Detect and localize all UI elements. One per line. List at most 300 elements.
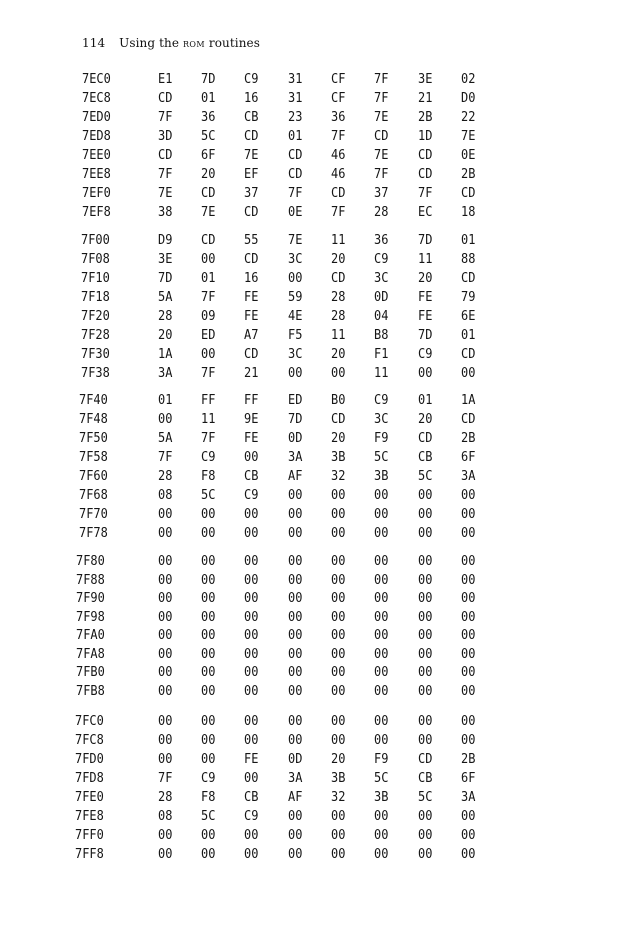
hex-byte: CD bbox=[244, 252, 259, 267]
hex-byte: 16 bbox=[244, 271, 259, 286]
hex-byte: 00 bbox=[461, 507, 476, 522]
hex-byte: 28 bbox=[158, 469, 173, 484]
hex-byte: 7F bbox=[288, 186, 303, 201]
hex-byte: 6F bbox=[461, 450, 476, 465]
hex-byte: 00 bbox=[461, 526, 476, 541]
hex-byte: 0D bbox=[374, 290, 389, 305]
hex-byte: 00 bbox=[201, 554, 216, 569]
hex-byte: 16 bbox=[244, 91, 259, 106]
hex-byte: 00 bbox=[201, 665, 216, 680]
hex-byte: 00 bbox=[418, 714, 433, 729]
hex-row bbox=[0, 308, 630, 326]
hex-byte: 2B bbox=[461, 431, 476, 446]
hex-row bbox=[0, 683, 630, 701]
hex-byte: 00 bbox=[331, 609, 346, 625]
hex-byte: 00 bbox=[244, 771, 259, 786]
hex-row bbox=[0, 808, 630, 826]
hex-byte: 36 bbox=[374, 233, 389, 248]
hex-byte: 5A bbox=[158, 431, 173, 446]
hex-byte: 46 bbox=[331, 167, 346, 182]
hex-byte: 00 bbox=[461, 609, 476, 625]
hex-byte: 00 bbox=[158, 828, 173, 843]
hex-byte: 7D bbox=[158, 271, 173, 286]
hex-byte: 00 bbox=[158, 683, 173, 699]
row-address: 7F80 bbox=[76, 554, 105, 569]
hex-byte: 28 bbox=[158, 309, 173, 324]
row-address: 7F90 bbox=[76, 591, 105, 606]
hex-byte: 00 bbox=[418, 507, 433, 522]
row-address: 7ED8 bbox=[82, 129, 111, 144]
hex-byte: 00 bbox=[331, 628, 346, 643]
hex-byte: 59 bbox=[288, 290, 303, 305]
hex-byte: C9 bbox=[374, 252, 389, 267]
hex-byte: 7D bbox=[418, 233, 433, 248]
hex-byte: 00 bbox=[331, 733, 346, 748]
row-address: 7F30 bbox=[81, 347, 110, 362]
hex-byte: CD bbox=[461, 186, 476, 201]
hex-byte: 00 bbox=[418, 488, 433, 503]
hex-byte: 7F bbox=[374, 72, 389, 87]
hex-byte: 01 bbox=[418, 393, 433, 408]
hex-byte: 00 bbox=[158, 847, 173, 862]
hex-byte: 00 bbox=[374, 507, 389, 522]
hex-byte: 7F bbox=[158, 450, 173, 465]
hex-byte: 00 bbox=[244, 554, 259, 569]
hex-byte: 5C bbox=[418, 469, 433, 484]
hex-byte: 08 bbox=[158, 809, 173, 824]
header-title-start: Using the bbox=[119, 36, 180, 50]
hex-byte: 00 bbox=[244, 628, 259, 643]
hex-byte: CD bbox=[331, 412, 346, 427]
hex-byte: 00 bbox=[158, 752, 173, 767]
hex-byte: 7E bbox=[461, 129, 476, 144]
hex-byte: 00 bbox=[244, 828, 259, 843]
hex-byte: 00 bbox=[461, 591, 476, 606]
row-address: 7FE0 bbox=[75, 790, 104, 805]
hex-byte: 00 bbox=[244, 646, 259, 662]
hex-row bbox=[0, 770, 630, 788]
row-address: 7FF8 bbox=[75, 847, 104, 862]
hex-byte: 00 bbox=[374, 591, 389, 606]
hex-byte: CB bbox=[418, 450, 433, 465]
hex-byte: ED bbox=[201, 328, 216, 343]
hex-byte: 1A bbox=[461, 393, 476, 408]
header-title-end: routines bbox=[208, 36, 260, 50]
hex-byte: 11 bbox=[418, 252, 433, 267]
hex-byte: 00 bbox=[244, 847, 259, 862]
hex-row bbox=[0, 430, 630, 448]
row-address: 7F60 bbox=[79, 469, 108, 484]
row-address: 7F50 bbox=[79, 431, 108, 446]
hex-byte: 5C bbox=[201, 488, 216, 503]
hex-row bbox=[0, 449, 630, 467]
hex-byte: 6E bbox=[461, 309, 476, 324]
row-address: 7FA8 bbox=[76, 646, 105, 662]
hex-byte: 28 bbox=[331, 290, 346, 305]
hex-byte: 00 bbox=[158, 665, 173, 680]
hex-byte: FE bbox=[244, 309, 259, 324]
hex-byte: 7D bbox=[418, 328, 433, 343]
hex-byte: 00 bbox=[418, 809, 433, 824]
hex-byte: 3C bbox=[374, 271, 389, 286]
hex-byte: 28 bbox=[331, 309, 346, 324]
hex-byte: 9E bbox=[244, 412, 259, 427]
hex-row bbox=[0, 664, 630, 682]
row-address: 7EF0 bbox=[82, 186, 111, 201]
hex-byte: 00 bbox=[418, 646, 433, 662]
hex-byte: 5C bbox=[201, 809, 216, 824]
hex-row bbox=[0, 646, 630, 664]
hex-byte: 00 bbox=[288, 572, 303, 588]
hex-byte: 00 bbox=[374, 646, 389, 662]
hex-byte: 00 bbox=[288, 809, 303, 824]
header-title-rom: ROM bbox=[182, 40, 205, 49]
hex-byte: 32 bbox=[331, 790, 346, 805]
hex-byte: 31 bbox=[288, 91, 303, 106]
hex-byte: 00 bbox=[331, 683, 346, 699]
hex-byte: 3A bbox=[288, 771, 303, 786]
hex-byte: 00 bbox=[288, 507, 303, 522]
hex-byte: 00 bbox=[331, 554, 346, 569]
hex-byte: 01 bbox=[461, 233, 476, 248]
hex-row bbox=[0, 525, 630, 543]
hex-byte: 00 bbox=[374, 733, 389, 748]
hex-byte: 1A bbox=[158, 347, 173, 362]
row-address: 7F58 bbox=[79, 450, 108, 465]
hex-byte: CD bbox=[418, 431, 433, 446]
hex-byte: 5C bbox=[201, 129, 216, 144]
hex-byte: 20 bbox=[418, 271, 433, 286]
hex-byte: D0 bbox=[461, 91, 476, 106]
hex-byte: 11 bbox=[331, 328, 346, 343]
hex-byte: B8 bbox=[374, 328, 389, 343]
hex-row bbox=[0, 270, 630, 288]
row-address: 7FB8 bbox=[76, 683, 105, 699]
hex-byte: 00 bbox=[244, 591, 259, 606]
hex-byte: 00 bbox=[158, 572, 173, 588]
hex-byte: 3B bbox=[331, 450, 346, 465]
hex-byte: 00 bbox=[201, 828, 216, 843]
hex-byte: CB bbox=[244, 469, 259, 484]
hex-byte: 37 bbox=[374, 186, 389, 201]
hex-byte: 00 bbox=[201, 733, 216, 748]
hex-byte: CD bbox=[461, 271, 476, 286]
row-address: 7EC8 bbox=[82, 91, 111, 106]
hex-byte: FF bbox=[201, 393, 216, 408]
hex-byte: 00 bbox=[461, 554, 476, 569]
hex-byte: 00 bbox=[331, 847, 346, 862]
hex-byte: 00 bbox=[418, 828, 433, 843]
hex-byte: 20 bbox=[418, 412, 433, 427]
hex-byte: 7E bbox=[374, 148, 389, 163]
hex-byte: 0E bbox=[288, 205, 303, 220]
hex-byte: 00 bbox=[461, 714, 476, 729]
hex-byte: 00 bbox=[374, 572, 389, 588]
hex-row bbox=[0, 166, 630, 184]
hex-row bbox=[0, 392, 630, 410]
hex-byte: 00 bbox=[418, 628, 433, 643]
hex-byte: 7E bbox=[288, 233, 303, 248]
hex-byte: 00 bbox=[461, 847, 476, 862]
hex-byte: 36 bbox=[201, 110, 216, 125]
hex-byte: 00 bbox=[374, 683, 389, 699]
hex-row bbox=[0, 109, 630, 127]
hex-byte: 08 bbox=[158, 488, 173, 503]
hex-byte: 00 bbox=[288, 683, 303, 699]
hex-row bbox=[0, 251, 630, 269]
hex-byte: 3C bbox=[374, 412, 389, 427]
hex-byte: F9 bbox=[374, 752, 389, 767]
hex-byte: 00 bbox=[331, 526, 346, 541]
hex-byte: 00 bbox=[418, 591, 433, 606]
hex-byte: 00 bbox=[374, 609, 389, 625]
hex-byte: 7F bbox=[158, 167, 173, 182]
hex-byte: 5C bbox=[374, 450, 389, 465]
hex-row bbox=[0, 365, 630, 383]
hex-byte: 7F bbox=[418, 186, 433, 201]
hex-byte: 00 bbox=[418, 847, 433, 862]
row-address: 7F68 bbox=[79, 488, 108, 503]
hex-byte: 00 bbox=[158, 733, 173, 748]
hex-byte: CD bbox=[244, 205, 259, 220]
hex-byte: 7F bbox=[158, 771, 173, 786]
hex-row bbox=[0, 590, 630, 608]
hex-byte: D9 bbox=[158, 233, 173, 248]
hex-byte: 00 bbox=[288, 609, 303, 625]
hex-byte: 00 bbox=[418, 366, 433, 381]
hex-row bbox=[0, 71, 630, 89]
hex-byte: 22 bbox=[461, 110, 476, 125]
row-address: 7FC8 bbox=[75, 733, 104, 748]
hex-byte: 3C bbox=[288, 347, 303, 362]
row-address: 7FD8 bbox=[75, 771, 104, 786]
row-address: 7F48 bbox=[79, 412, 108, 427]
hex-byte: 00 bbox=[461, 665, 476, 680]
row-address: 7FC0 bbox=[75, 714, 104, 729]
hex-byte: 3C bbox=[288, 252, 303, 267]
hex-byte: CF bbox=[331, 72, 346, 87]
hex-byte: 79 bbox=[461, 290, 476, 305]
hex-byte: 00 bbox=[201, 752, 216, 767]
hex-byte: C9 bbox=[201, 450, 216, 465]
hex-byte: CD bbox=[331, 186, 346, 201]
hex-byte: 00 bbox=[201, 252, 216, 267]
hex-byte: 00 bbox=[374, 628, 389, 643]
hex-byte: 00 bbox=[201, 683, 216, 699]
hex-byte: 00 bbox=[244, 683, 259, 699]
hex-byte: 2B bbox=[461, 752, 476, 767]
hex-byte: 88 bbox=[461, 252, 476, 267]
hex-byte: 00 bbox=[374, 847, 389, 862]
hex-byte: 46 bbox=[331, 148, 346, 163]
hex-byte: 11 bbox=[331, 233, 346, 248]
row-address: 7FE8 bbox=[75, 809, 104, 824]
hex-byte: 00 bbox=[461, 683, 476, 699]
hex-byte: 2B bbox=[418, 110, 433, 125]
hex-byte: 6F bbox=[461, 771, 476, 786]
hex-row bbox=[0, 128, 630, 146]
hex-byte: 00 bbox=[418, 733, 433, 748]
hex-byte: 28 bbox=[158, 790, 173, 805]
hex-byte: 00 bbox=[158, 591, 173, 606]
hex-byte: 20 bbox=[331, 252, 346, 267]
hex-byte: CD bbox=[418, 148, 433, 163]
hex-byte: 02 bbox=[461, 72, 476, 87]
hex-byte: 00 bbox=[201, 526, 216, 541]
hex-byte: 00 bbox=[331, 507, 346, 522]
hex-row bbox=[0, 846, 630, 864]
hex-byte: 00 bbox=[461, 828, 476, 843]
hex-byte: 00 bbox=[158, 609, 173, 625]
hex-byte: 21 bbox=[244, 366, 259, 381]
hex-byte: 00 bbox=[201, 646, 216, 662]
hex-row bbox=[0, 232, 630, 250]
hex-byte: 00 bbox=[418, 683, 433, 699]
hex-row bbox=[0, 789, 630, 807]
hex-byte: 00 bbox=[244, 665, 259, 680]
hex-byte: 38 bbox=[158, 205, 173, 220]
hex-byte: 20 bbox=[331, 752, 346, 767]
hex-byte: CD bbox=[418, 752, 433, 767]
row-address: 7F18 bbox=[81, 290, 110, 305]
hex-byte: E1 bbox=[158, 72, 173, 87]
hex-byte: CD bbox=[201, 233, 216, 248]
hex-byte: 00 bbox=[461, 366, 476, 381]
hex-byte: CD bbox=[244, 347, 259, 362]
hex-byte: 01 bbox=[288, 129, 303, 144]
hex-byte: 7F bbox=[201, 366, 216, 381]
hex-row bbox=[0, 346, 630, 364]
row-address: 7F28 bbox=[81, 328, 110, 343]
hex-byte: 04 bbox=[374, 309, 389, 324]
hex-byte: 00 bbox=[461, 809, 476, 824]
hex-row bbox=[0, 90, 630, 108]
hex-byte: 00 bbox=[461, 488, 476, 503]
hex-byte: 00 bbox=[201, 714, 216, 729]
hex-byte: 00 bbox=[244, 572, 259, 588]
hex-byte: 00 bbox=[158, 526, 173, 541]
hex-byte: 2B bbox=[461, 167, 476, 182]
hex-byte: 00 bbox=[244, 714, 259, 729]
hex-byte: 00 bbox=[288, 828, 303, 843]
hex-byte: FE bbox=[418, 309, 433, 324]
hex-byte: 5C bbox=[418, 790, 433, 805]
hex-byte: 7F bbox=[374, 167, 389, 182]
hex-row bbox=[0, 732, 630, 750]
hex-byte: CD bbox=[461, 412, 476, 427]
row-address: 7FA0 bbox=[76, 628, 105, 643]
hex-byte: 00 bbox=[331, 714, 346, 729]
hex-byte: FF bbox=[244, 393, 259, 408]
hex-byte: 00 bbox=[418, 554, 433, 569]
hex-byte: 3E bbox=[158, 252, 173, 267]
hex-byte: 7D bbox=[201, 72, 216, 87]
hex-row bbox=[0, 751, 630, 769]
hex-byte: 5A bbox=[158, 290, 173, 305]
hex-byte: 00 bbox=[201, 507, 216, 522]
hex-byte: 00 bbox=[461, 628, 476, 643]
hex-byte: 00 bbox=[158, 628, 173, 643]
hex-byte: 7F bbox=[331, 205, 346, 220]
hex-byte: 01 bbox=[201, 91, 216, 106]
hex-byte: CD bbox=[158, 91, 173, 106]
hex-byte: CB bbox=[244, 110, 259, 125]
hex-byte: 37 bbox=[244, 186, 259, 201]
hex-byte: 7F bbox=[201, 290, 216, 305]
hex-byte: CD bbox=[201, 186, 216, 201]
row-address: 7FB0 bbox=[76, 665, 105, 680]
hex-byte: 00 bbox=[461, 646, 476, 662]
hex-byte: 5C bbox=[374, 771, 389, 786]
hex-byte: 00 bbox=[374, 809, 389, 824]
row-address: 7F10 bbox=[81, 271, 110, 286]
hex-row bbox=[0, 506, 630, 524]
hex-byte: C9 bbox=[244, 488, 259, 503]
hex-byte: B0 bbox=[331, 393, 346, 408]
hex-byte: 00 bbox=[374, 665, 389, 680]
hex-byte: 00 bbox=[201, 609, 216, 625]
hex-byte: CD bbox=[331, 271, 346, 286]
row-address: 7ED0 bbox=[82, 110, 111, 125]
hex-byte: CD bbox=[374, 129, 389, 144]
hex-byte: 00 bbox=[288, 665, 303, 680]
hex-byte: CB bbox=[418, 771, 433, 786]
hex-byte: F8 bbox=[201, 469, 216, 484]
row-address: 7F78 bbox=[79, 526, 108, 541]
hex-byte: FE bbox=[244, 752, 259, 767]
hex-byte: 00 bbox=[288, 847, 303, 862]
hex-byte: F9 bbox=[374, 431, 389, 446]
hex-byte: 00 bbox=[288, 714, 303, 729]
hex-byte: 6F bbox=[201, 148, 216, 163]
hex-byte: 20 bbox=[158, 328, 173, 343]
hex-byte: AF bbox=[288, 469, 303, 484]
row-address: 7F70 bbox=[79, 507, 108, 522]
row-address: 7F38 bbox=[81, 366, 110, 381]
hex-byte: EC bbox=[418, 205, 433, 220]
hex-row bbox=[0, 147, 630, 165]
hex-byte: 00 bbox=[331, 591, 346, 606]
hex-row bbox=[0, 185, 630, 203]
hex-byte: 00 bbox=[201, 572, 216, 588]
hex-byte: 0D bbox=[288, 431, 303, 446]
hex-byte: 00 bbox=[331, 366, 346, 381]
hex-row bbox=[0, 627, 630, 645]
row-address: 7FD0 bbox=[75, 752, 104, 767]
hex-byte: A7 bbox=[244, 328, 259, 343]
hex-byte: 00 bbox=[331, 665, 346, 680]
hex-byte: 00 bbox=[158, 714, 173, 729]
hex-row bbox=[0, 411, 630, 429]
hex-byte: 3B bbox=[331, 771, 346, 786]
hex-byte: 3B bbox=[374, 790, 389, 805]
hex-byte: 7F bbox=[201, 431, 216, 446]
hex-byte: C9 bbox=[244, 809, 259, 824]
hex-byte: 3D bbox=[158, 129, 173, 144]
row-address: 7EC0 bbox=[82, 72, 111, 87]
hex-byte: ED bbox=[288, 393, 303, 408]
hex-byte: 00 bbox=[374, 488, 389, 503]
hex-byte: 00 bbox=[418, 665, 433, 680]
hex-byte: 00 bbox=[288, 733, 303, 748]
hex-byte: 00 bbox=[418, 526, 433, 541]
hex-byte: 01 bbox=[461, 328, 476, 343]
hex-byte: 00 bbox=[158, 554, 173, 569]
hex-byte: 7F bbox=[331, 129, 346, 144]
hex-row bbox=[0, 609, 630, 627]
hex-byte: 00 bbox=[374, 554, 389, 569]
hex-byte: 01 bbox=[158, 393, 173, 408]
